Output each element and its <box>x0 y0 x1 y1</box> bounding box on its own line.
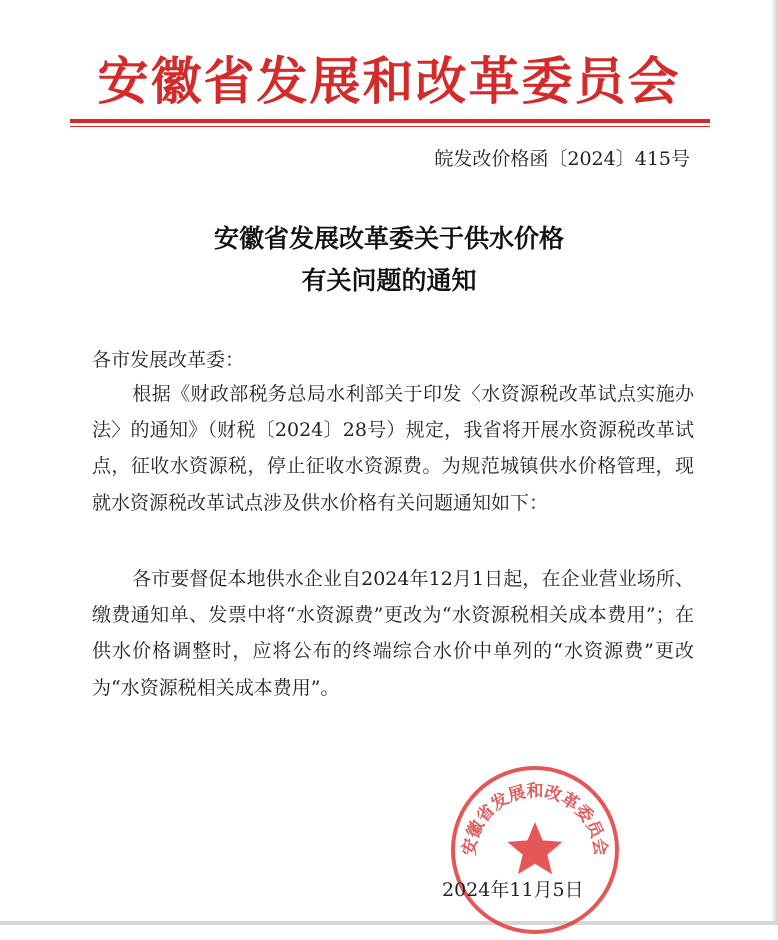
page-bottom-edge <box>0 921 778 925</box>
page-edge-shadow <box>772 0 778 925</box>
issue-date: 2024年11月5日 <box>442 879 584 901</box>
body-paragraph-2 <box>92 561 694 706</box>
body-paragraph-2-text: 各市要督促本地供水企业自2024年12月1日起，在企业营业场所、缴费通知单、发票中将“水资源费”更改为“水资源税相关成本费用”；在供水价格调整时，应将公布的终端综合水价中单列的“水资源费”更改为“水资源税相关成本费用”。 <box>92 568 694 699</box>
red-header-rule <box>70 119 710 123</box>
document-number: 皖发改价格函〔2024〕415号 <box>434 148 690 170</box>
salutation: 各市发展改革委： <box>92 349 245 371</box>
red-header-rule-thin <box>70 126 710 127</box>
notice-title-line-1: 安徽省发展改革委关于供水价格 <box>213 224 564 253</box>
notice-title-line-2: 有关问题的通知 <box>301 266 477 295</box>
seal-star-icon <box>508 822 563 874</box>
body-paragraph-1-text: 根据《财政部税务总局水利部关于印发〈水资源税改革试点实施办法〉的通知》（财税〔2024〕28号）规定，我省将开展水资源税改革试点，征收水资源税，停止征收水资源费。为规范城镇供水价格管理，现就水资源税改革试点涉及供水价格有关问题通知如下： <box>92 383 694 514</box>
official-seal <box>445 760 625 940</box>
agency-header: 安徽省发展和改革委员会 <box>97 53 681 112</box>
body-paragraph-1 <box>92 376 694 521</box>
seal-text: 安徽省发展和改革委员会 <box>459 781 611 857</box>
